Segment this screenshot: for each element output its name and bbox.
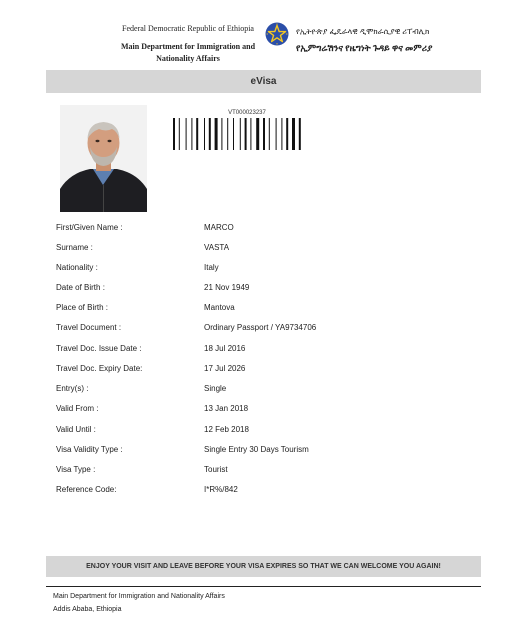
header-department-line1: Main Department for Immigration and [120,42,256,51]
header-amharic-department: የኢምግሬሽንና የዜግነት ጉዳይ ዋና መምሪያ [296,43,433,53]
field-label: Travel Doc. Expiry Date: [56,364,143,373]
barcode-bar [269,118,270,150]
header-english [110,24,266,65]
field-value: 13 Jan 2018 [204,404,249,413]
field-value: Single [204,384,227,393]
evisa-title-band [46,70,481,93]
barcode-bar [179,118,180,150]
header-amharic-country: የኢትዮጵያ ፌዴራላዊ ዲሞክራሲያዊ ሪፐብሊክ [296,27,430,36]
applicant-photo [60,105,147,212]
footer-department: Main Department for Immigration and Nationality Affairs [53,593,225,600]
barcode-bar [240,118,241,150]
barcode-bar [186,118,187,150]
barcode-number: VT000023237 [228,110,266,116]
field-value: 17 Jul 2026 [204,364,246,373]
barcode-icon [171,118,323,150]
welcome-message: ENJOY YOUR VISIT AND LEAVE BEFORE YOUR VISA EXPIRES SO THAT WE CAN WELCOME YOU AGAIN! [86,563,441,570]
barcode-bar [209,118,211,150]
ethiopia-emblem-icon [265,22,289,46]
field-value: Mantova [204,303,235,312]
field-value: VASTA [204,243,230,252]
barcode-bar [299,118,301,150]
barcode-bar [245,118,247,150]
footer-divider [46,586,481,587]
barcode-bar [256,118,259,150]
field-label: Visa Type : [56,465,96,474]
barcode-bar [250,118,251,150]
field-label: Travel Document : [56,323,122,332]
barcode-bar [204,118,205,150]
barcode-bar [221,118,222,150]
field-label: First/Given Name : [56,223,123,232]
barcode-bar [263,118,265,150]
field-label: Date of Birth : [56,283,105,292]
field-label: Place of Birth : [56,303,109,312]
barcode-bar [292,118,295,150]
footer-address: Addis Ababa, Ethiopia [53,606,122,613]
field-value: Italy [204,263,219,272]
barcode-bar [227,118,228,150]
field-value: 12 Feb 2018 [204,425,249,434]
barcode-bar [173,118,175,150]
field-label: Valid Until : [56,425,96,434]
field-value: Tourist [204,465,228,474]
field-value: 18 Jul 2016 [204,344,246,353]
header-amharic [296,27,476,54]
field-value: I*R%/842 [204,485,238,494]
field-value: Ordinary Passport / YA9734706 [204,323,317,332]
barcode-bar [191,118,192,150]
field-label: Entry(s) : [56,384,89,393]
header-department-line2: Nationality Affairs [156,54,220,63]
header-country-name: Federal Democratic Republic of Ethiopia [122,24,254,33]
barcode-bar [281,118,282,150]
field-value: MARCO [204,223,234,232]
field-value: Single Entry 30 Days Tourism [204,445,309,454]
field-label: Visa Validity Type : [56,445,123,454]
barcode-bar [215,118,218,150]
field-value: 21 Nov 1949 [204,283,250,292]
barcode-bar [286,118,288,150]
field-label: Nationality : [56,263,98,272]
barcode-bar [276,118,277,150]
field-label: Surname : [56,243,93,252]
field-label: Reference Code: [56,485,117,494]
barcode-bar [196,118,198,150]
field-label: Travel Doc. Issue Date : [56,344,142,353]
evisa-title: eVisa [250,76,277,87]
barcode-bar [233,118,234,150]
field-label: Valid From : [56,404,99,413]
welcome-message-band [46,556,481,577]
